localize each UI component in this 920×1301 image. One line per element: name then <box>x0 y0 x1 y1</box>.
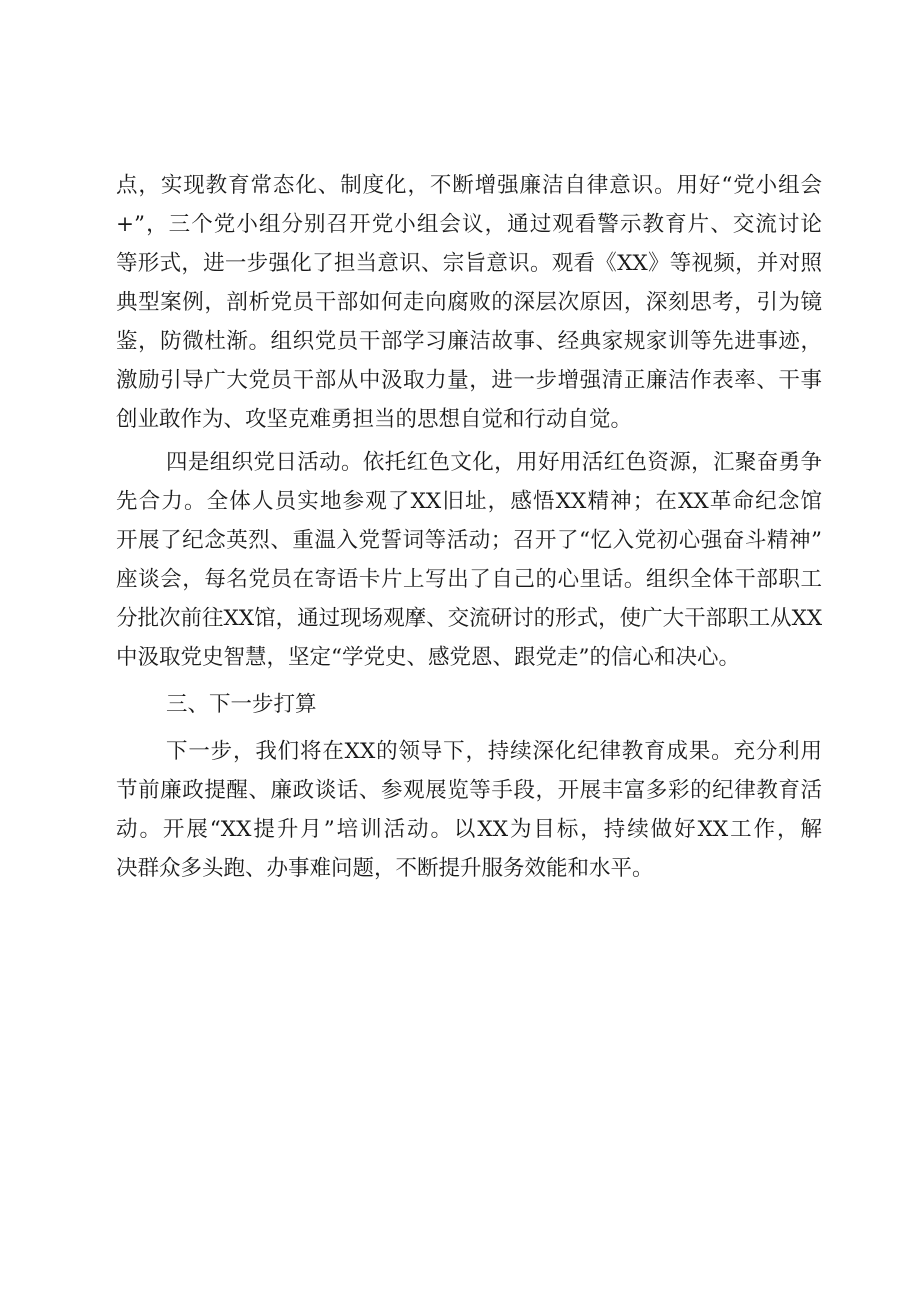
section-gap <box>116 724 822 732</box>
paragraph-line: 等形式，进一步强化了担当意识、宗旨意识。观看《XX》等视频，并对照 <box>116 251 822 276</box>
paragraph-line: 先合力。全体人员实地参观了XX旧址，感悟XX精神；在XX革命纪念馆 <box>116 489 822 514</box>
paragraph-line: +”，三个党小组分别召开党小组会议，通过观看警示教育片、交流讨论 <box>116 212 822 237</box>
paragraph-line: 节前廉政提醒、廉政谈话、参观展览等手段，开展丰富多彩的纪律教育活 <box>116 778 822 803</box>
paragraph-line: 创业敢作为、攻坚克难勇担当的思想自觉和行动自觉。 <box>116 407 633 432</box>
paragraph-line: 动。开展“XX提升月”培训活动。以XX为目标，持续做好XX工作，解 <box>116 817 822 842</box>
paragraph-line: 开展了纪念英烈、重温入党誓词等活动；召开了“忆入党初心强奋斗精神” <box>116 528 822 553</box>
section-heading: 三、下一步打算 <box>166 692 317 717</box>
document-body <box>116 166 822 888</box>
paragraph-line: 激励引导广大党员干部从中汲取力量，进一步增强清正廉洁作表率、干事 <box>116 368 822 393</box>
paragraph-line: 点，实现教育常态化、制度化，不断增强廉洁自律意识。用好“党小组会 <box>116 173 822 198</box>
paragraph-line: 决群众多头跑、办事难问题，不断提升服务效能和水平。 <box>116 856 654 881</box>
paragraph-line: 四是组织党日活动。依托红色文化，用好用活红色资源，汇聚奋勇争 <box>166 450 822 475</box>
paragraph-continued <box>116 166 822 439</box>
paragraph-line: 鉴，防微杜渐。组织党员干部学习廉洁故事、经典家规家训等先进事迹， <box>116 329 822 354</box>
paragraph-line: 下一步，我们将在XX的领导下，持续深化纪律教育成果。充分利用 <box>166 739 822 764</box>
paragraph-line: 座谈会，每名党员在寄语卡片上写出了自己的心里话。组织全体干部职工 <box>116 567 822 592</box>
paragraph-next-steps <box>116 732 822 888</box>
section-gap <box>116 677 822 685</box>
paragraph-line: 分批次前往XX馆，通过现场观摩、交流研讨的形式，使广大干部职工从XX <box>116 606 822 631</box>
paragraph-line: 中汲取党史智慧，坚定“学党史、感党恩、跟党走”的信心和决心。 <box>116 645 740 670</box>
paragraph-party-day <box>116 443 822 677</box>
paragraph-line: 典型案例，剖析党员干部如何走向腐败的深层次原因，深刻思考，引为镜 <box>116 290 822 315</box>
